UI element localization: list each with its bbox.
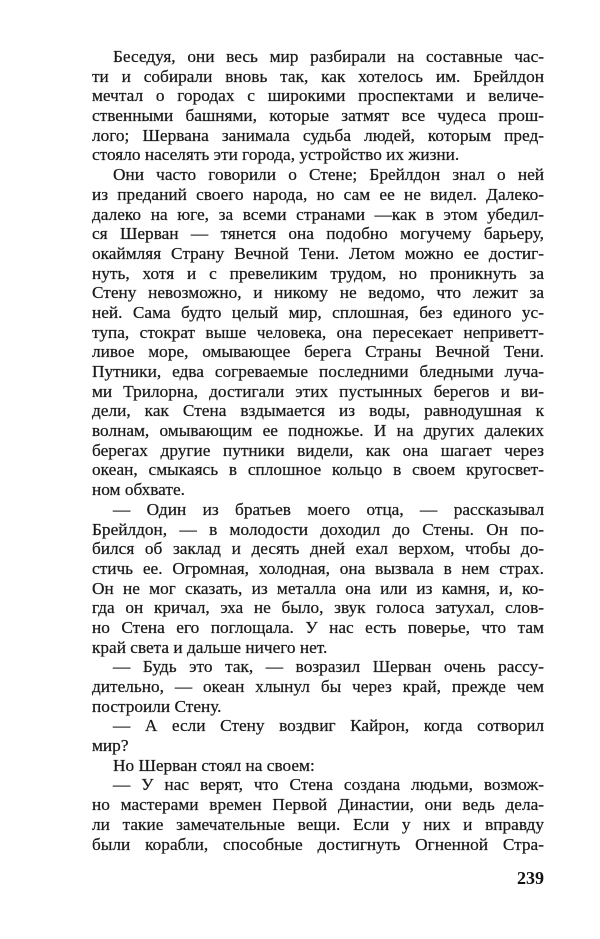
text-line: были корабли, способные достигнуть Огненной Стра-	[92, 834, 544, 854]
text-line: океан, смыкаясь в сплошное кольцо в своем кругосвет-	[92, 460, 544, 480]
text-line: дительно, — океан хлынул бы через край, прежде чем	[92, 677, 544, 696]
text-line: далеко на юге, за всеми странами —как в этом убедил-	[92, 204, 544, 224]
text-line: тупа, стократ выше человека, она пересекает неприветт-	[92, 322, 544, 342]
text-line: из преданий своего народа, но сам ее не видел. Далеко-	[92, 184, 544, 204]
page-number: 239	[517, 868, 544, 888]
text-line: — У нас верят, что Стена создана людьми, возмож-	[113, 775, 544, 795]
text-line: — А если Стену воздвиг Кайрон, когда сотворил	[113, 716, 544, 736]
text-line: ственными башнями, которые затмят все чудеса прош-	[92, 106, 544, 126]
text-line: ся Шерван — тянется она подобно могучему барьеру,	[92, 224, 544, 244]
text-line: гда он кричал, эха не было, звук голоса затухал, слов-	[92, 598, 544, 618]
text-line: — Будь это так, — возразил Шерван очень рассу-	[113, 657, 544, 677]
text-line: край света и дальше ничего нет.	[92, 637, 328, 657]
text-line: нуть, хотя и с превеликим трудом, но проникнуть за	[92, 263, 544, 283]
text-line: мир?	[92, 736, 129, 756]
text-line: Он не мог сказать, из металла она или из камня, и, ко-	[92, 578, 544, 598]
text-line: лого; Шервана занимала судьба людей, которым пред-	[92, 125, 544, 145]
text-line: построили Стену.	[92, 696, 222, 716]
text-line: Беседуя, они весь мир разбирали на составные час-	[113, 47, 544, 66]
text-line: окаймляя Страну Вечной Тени. Летом можно ее достиг-	[92, 243, 544, 263]
text-line: ном обхвате.	[92, 480, 185, 500]
text-line: волнам, омывающим ее подножье. И на других далеких	[92, 421, 544, 441]
text-line: ливое море, омывающее берега Страны Вечной Тени.	[92, 342, 544, 362]
text-line: Брейлдон, — в молодости доходил до Стены. Он по-	[92, 519, 544, 539]
text-line: стояло населять эти города, устройство их жизни.	[92, 145, 460, 165]
text-line: ней. Сама будто целый мир, сплошная, без единого ус-	[92, 302, 544, 322]
text-line: ли такие замечательные вещи. Если у них и вправду	[92, 814, 544, 834]
text-line: ти и собирали вновь так, как хотелось им. Брейлдон	[92, 66, 544, 86]
text-line: Они часто говорили о Стене; Брейлдон знал о ней	[113, 165, 544, 185]
text-line: стичь ее. Огромная, холодная, она вызвала в нем страх.	[92, 558, 544, 578]
text-line: берегах другие путники видели, как она шагает через	[92, 440, 544, 460]
text-line: Но Шерван стоял на своем:	[113, 755, 315, 775]
text-line: дели, как Стена вздымается из воды, равнодушная к	[92, 401, 544, 421]
text-line: но мастерами времен Первой Династии, они ведь дела-	[92, 795, 544, 815]
text-line: — Один из братьев моего отца, — рассказывал	[113, 499, 544, 519]
text-line: Путники, едва согреваемые последними бледными луча-	[92, 362, 544, 381]
text-line: Стену невозможно, и никому не ведомо, что лежит за	[92, 283, 544, 303]
text-line: бился об заклад и десять дней ехал верхом, чтобы до-	[92, 539, 544, 559]
text-line: мечтал о городах с широкими проспектами и величе-	[92, 86, 544, 106]
text-line: ми Трилорна, достигали этих пустынных берегов и ви-	[92, 381, 544, 401]
text-line: но Стена его поглощала. У нас есть поверье, что там	[92, 617, 544, 637]
page-body-text	[92, 47, 544, 854]
